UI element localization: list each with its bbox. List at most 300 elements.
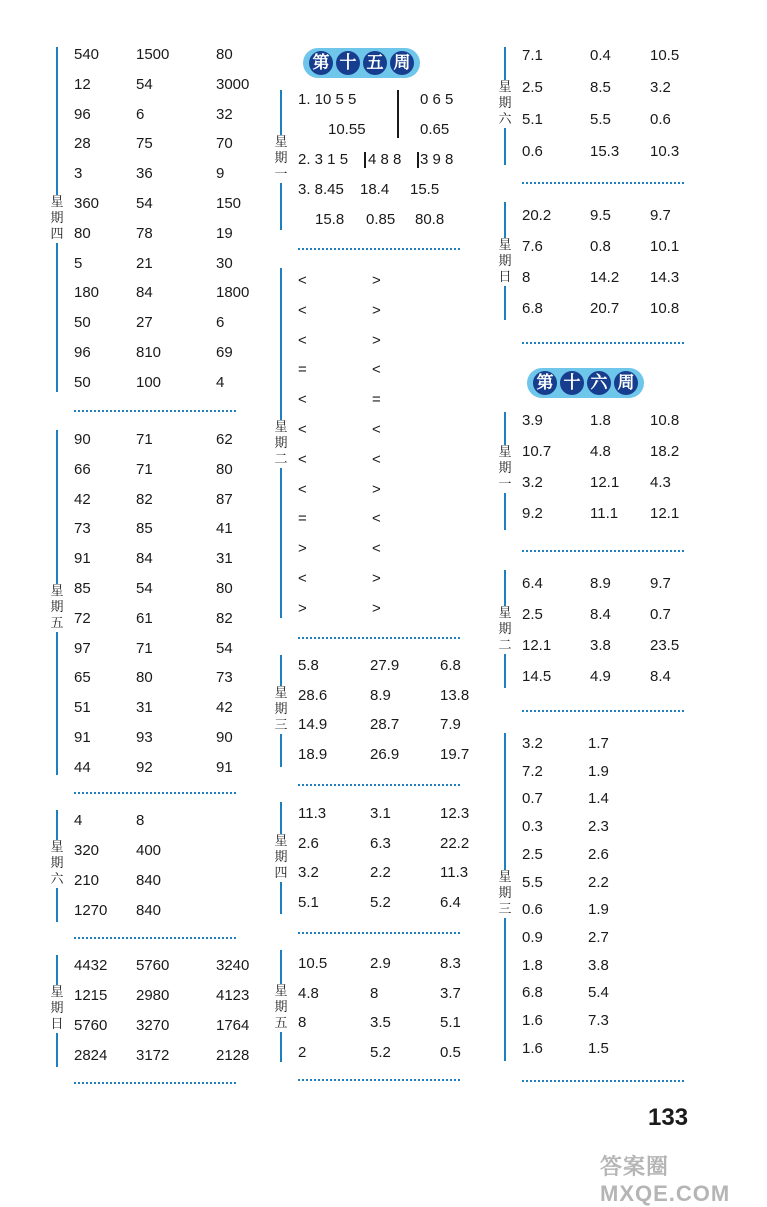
answer-cell: 3.2 bbox=[298, 864, 319, 881]
answer-cell: 18.2 bbox=[650, 443, 680, 460]
answer-row bbox=[74, 282, 274, 304]
answer-cell: 360 bbox=[74, 195, 100, 212]
answer-cell: 42 bbox=[74, 490, 91, 508]
answer-cell: 0.5 bbox=[440, 1043, 461, 1061]
answer-cell: 66 bbox=[74, 460, 91, 478]
answer-row bbox=[74, 985, 274, 1007]
answer-row bbox=[522, 267, 722, 289]
answer-cell: 1764 bbox=[216, 1017, 250, 1034]
answer-cell: 6 bbox=[216, 314, 225, 332]
answer-cell: 7.1 bbox=[522, 47, 543, 64]
answer-cell: 54 bbox=[136, 75, 153, 93]
answer-cell: 8 bbox=[298, 1014, 307, 1031]
answer-cell: 10.8 bbox=[650, 412, 680, 429]
answer-cell: 1800 bbox=[216, 284, 250, 302]
answer-cell: 6 bbox=[136, 105, 145, 123]
answer-cell: 31 bbox=[216, 550, 233, 568]
answer-cell: 9.7 bbox=[650, 207, 671, 224]
answer-cell: 4.8 bbox=[298, 984, 319, 1002]
answer-cell: 3.1 bbox=[370, 805, 391, 822]
answer-cell: 7.6 bbox=[522, 238, 543, 255]
answer-cell: 1.5 bbox=[588, 1039, 609, 1057]
answer-line: 18.4 bbox=[360, 181, 390, 198]
answer-cell: 5.8 bbox=[298, 657, 319, 674]
answer-cell: 10.5 bbox=[298, 955, 328, 972]
answer-cell: 11.1 bbox=[590, 505, 619, 522]
answer-row bbox=[74, 193, 274, 215]
answer-cell: 65 bbox=[74, 669, 91, 687]
dotted-divider bbox=[74, 1082, 236, 1084]
answer-cell: 21 bbox=[136, 254, 153, 272]
answer-cell: 2.9 bbox=[370, 955, 391, 972]
answer-cell: 6.4 bbox=[440, 893, 461, 911]
answer-cell: 51 bbox=[74, 699, 91, 717]
answer-cell: 5.1 bbox=[440, 1014, 461, 1031]
answer-cell: > bbox=[298, 540, 307, 558]
answer-cell: < bbox=[372, 510, 381, 528]
answer-cell: 4.9 bbox=[590, 668, 611, 685]
answer-cell: 210 bbox=[74, 872, 100, 889]
answer-cell: 18.9 bbox=[298, 745, 328, 763]
answer-row bbox=[74, 74, 274, 96]
answer-cell: 1.8 bbox=[522, 956, 543, 974]
dotted-divider bbox=[522, 1080, 684, 1082]
answer-row bbox=[298, 479, 498, 501]
answer-line: 3 9 8 bbox=[420, 151, 454, 168]
answer-row bbox=[522, 733, 722, 755]
answer-cell: 14.3 bbox=[650, 269, 680, 286]
answer-cell: 2.6 bbox=[298, 834, 319, 852]
answer-row bbox=[522, 666, 722, 688]
answer-row bbox=[522, 604, 722, 626]
answer-cell: 14.9 bbox=[298, 716, 328, 733]
answer-row bbox=[522, 1010, 722, 1032]
answer-cell: 90 bbox=[216, 729, 233, 746]
answer-row bbox=[74, 578, 274, 600]
answer-cell: 15.3 bbox=[590, 143, 620, 160]
answer-cell: 5.2 bbox=[370, 1043, 391, 1061]
answer-cell: 27 bbox=[136, 314, 153, 332]
answer-row bbox=[298, 892, 498, 914]
answer-cell: 84 bbox=[136, 284, 153, 302]
answer-cell: 84 bbox=[136, 550, 153, 568]
answer-row bbox=[74, 253, 274, 275]
answer-cell: 2.5 bbox=[522, 606, 543, 623]
answer-cell: > bbox=[298, 599, 307, 617]
answer-cell: 54 bbox=[136, 580, 153, 597]
answer-cell: 14.5 bbox=[522, 668, 552, 685]
answer-cell: 10.3 bbox=[650, 143, 680, 160]
answer-cell: 9 bbox=[216, 165, 225, 183]
answer-cell: 8.4 bbox=[590, 606, 611, 623]
answer-cell: < bbox=[298, 331, 307, 349]
answer-cell: 0.4 bbox=[590, 47, 611, 64]
answer-cell: 3.2 bbox=[522, 474, 543, 491]
answer-cell: 0.6 bbox=[650, 111, 671, 128]
answer-cell: 96 bbox=[74, 105, 91, 123]
separator-line bbox=[417, 152, 419, 168]
answer-row bbox=[74, 489, 274, 511]
answer-cell: 80 bbox=[216, 460, 233, 478]
answer-row bbox=[298, 803, 498, 825]
answer-cell: 5760 bbox=[74, 1017, 108, 1034]
answer-row bbox=[74, 757, 274, 779]
dotted-divider bbox=[522, 182, 684, 184]
dotted-divider bbox=[522, 342, 684, 344]
answer-row bbox=[522, 205, 722, 227]
answer-row bbox=[522, 761, 722, 783]
answer-cell: 1.7 bbox=[588, 735, 609, 752]
answer-cell: 5.5 bbox=[590, 111, 611, 128]
answer-cell: 5 bbox=[74, 254, 83, 272]
answer-cell: > bbox=[372, 301, 381, 319]
answer-cell: 3.8 bbox=[590, 637, 611, 654]
day-label-thu: 星 期 四 bbox=[50, 195, 64, 242]
answer-cell: 85 bbox=[74, 580, 91, 597]
answer-cell: 1.9 bbox=[588, 901, 609, 919]
answer-cell: 12.1 bbox=[522, 637, 552, 654]
answer-cell: > bbox=[372, 480, 381, 498]
answer-cell: 12.1 bbox=[590, 474, 620, 491]
answer-cell: 54 bbox=[136, 195, 153, 212]
answer-cell: 0.7 bbox=[522, 790, 543, 808]
answer-cell: < bbox=[298, 570, 307, 587]
answer-cell: 23.5 bbox=[650, 637, 680, 654]
answer-cell: 50 bbox=[74, 373, 91, 391]
answer-cell: 1.6 bbox=[522, 1012, 543, 1029]
answer-cell: 1.6 bbox=[522, 1039, 543, 1057]
answer-cell: 6.3 bbox=[370, 834, 391, 852]
answer-row bbox=[298, 1012, 498, 1034]
answer-row bbox=[74, 1045, 274, 1067]
answer-row bbox=[74, 133, 274, 155]
dotted-divider bbox=[522, 550, 684, 552]
answer-cell: 10.8 bbox=[650, 300, 680, 317]
answer-cell: 20.2 bbox=[522, 207, 552, 224]
answer-cell: 12.3 bbox=[440, 805, 470, 822]
answer-cell: 91 bbox=[216, 758, 233, 776]
watermark: 答案圈 MXQE.COM bbox=[600, 1154, 731, 1206]
answer-line: 0.65 bbox=[420, 121, 450, 138]
day-label-sat: 星 期 六 bbox=[50, 840, 64, 887]
answer-cell: 78 bbox=[136, 224, 153, 242]
answer-cell: < bbox=[298, 480, 307, 498]
answer-cell: 28 bbox=[74, 135, 91, 153]
answer-row bbox=[74, 840, 274, 862]
answer-cell: 9.2 bbox=[522, 505, 543, 522]
answer-row bbox=[298, 270, 498, 292]
answer-cell: 26.9 bbox=[370, 745, 400, 763]
answer-cell: 2128 bbox=[216, 1047, 250, 1064]
page-number: 133 bbox=[648, 1104, 689, 1131]
dotted-divider bbox=[74, 410, 236, 412]
answer-cell: 7.9 bbox=[440, 716, 461, 733]
answer-row bbox=[74, 727, 274, 749]
answer-cell: 11.3 bbox=[440, 864, 469, 881]
answer-row bbox=[522, 1038, 722, 1060]
answer-cell: 61 bbox=[136, 609, 153, 627]
answer-row bbox=[298, 568, 498, 590]
answer-row bbox=[298, 983, 498, 1005]
answer-row bbox=[298, 1042, 498, 1064]
answer-cell: 3270 bbox=[136, 1017, 170, 1034]
answer-cell: 5.2 bbox=[370, 893, 391, 911]
answer-row bbox=[74, 44, 274, 66]
answer-cell: 400 bbox=[136, 842, 162, 859]
answer-cell: 0.7 bbox=[650, 606, 671, 623]
answer-cell: 27.9 bbox=[370, 657, 400, 674]
answer-row bbox=[522, 236, 722, 258]
answer-cell: 12 bbox=[74, 75, 91, 93]
answer-row bbox=[298, 508, 498, 530]
answer-line: 2. 3 1 5 bbox=[298, 151, 349, 168]
answer-cell: 320 bbox=[74, 842, 100, 859]
answer-row bbox=[74, 1015, 274, 1037]
answer-row bbox=[298, 953, 498, 975]
answer-cell: > bbox=[372, 570, 381, 587]
answer-cell: 20.7 bbox=[590, 300, 620, 317]
answer-cell: 97 bbox=[74, 639, 91, 657]
answer-row bbox=[298, 833, 498, 855]
answer-row bbox=[298, 685, 498, 707]
answer-row bbox=[298, 862, 498, 884]
answer-line: 0 6 5 bbox=[420, 91, 454, 108]
answer-cell: 1500 bbox=[136, 46, 170, 63]
answer-line: 10.55 bbox=[328, 121, 366, 138]
answer-row bbox=[298, 538, 498, 560]
answer-cell: 8.3 bbox=[440, 955, 461, 972]
answer-cell: 2824 bbox=[74, 1047, 108, 1064]
answer-cell: 42 bbox=[216, 699, 233, 717]
answer-cell: 3240 bbox=[216, 957, 250, 974]
separator-line bbox=[364, 152, 366, 168]
answer-cell: 82 bbox=[216, 609, 233, 627]
answer-cell: 80 bbox=[74, 224, 91, 242]
answer-cell: 90 bbox=[74, 431, 91, 448]
answer-cell: 10.7 bbox=[522, 443, 552, 460]
answer-row bbox=[522, 472, 722, 494]
dotted-divider bbox=[298, 637, 460, 639]
answer-line: 80.8 bbox=[415, 211, 445, 228]
answer-cell: > bbox=[372, 599, 381, 617]
answer-cell: 840 bbox=[136, 902, 162, 919]
day-label-sun: 星 期 日 bbox=[498, 238, 512, 285]
answer-cell: 91 bbox=[74, 550, 91, 568]
answer-cell: = bbox=[298, 361, 307, 379]
dotted-divider bbox=[74, 937, 236, 939]
answer-cell: 70 bbox=[216, 135, 233, 153]
answer-cell: 13.8 bbox=[440, 686, 470, 704]
dotted-divider bbox=[74, 792, 236, 794]
answer-row bbox=[298, 449, 498, 471]
answer-row bbox=[74, 667, 274, 689]
answer-cell: > bbox=[372, 272, 381, 289]
answer-cell: < bbox=[372, 421, 381, 438]
answer-cell: 6.8 bbox=[522, 300, 543, 317]
answer-cell: 71 bbox=[136, 639, 153, 657]
answer-cell: 100 bbox=[136, 373, 162, 391]
answer-cell: 69 bbox=[216, 344, 233, 361]
answer-cell: < bbox=[372, 361, 381, 379]
answer-line: 1. 10 5 5 bbox=[298, 91, 357, 108]
answer-cell: 150 bbox=[216, 195, 242, 212]
answer-cell: 50 bbox=[74, 314, 91, 332]
answer-row bbox=[522, 982, 722, 1004]
answer-cell: 2.3 bbox=[588, 818, 609, 836]
answer-row bbox=[298, 389, 498, 411]
answer-cell: 80 bbox=[136, 669, 153, 687]
dotted-divider bbox=[298, 784, 460, 786]
answer-row bbox=[522, 573, 722, 595]
day-label-sun: 星 期 日 bbox=[50, 985, 64, 1032]
answer-cell: 32 bbox=[216, 105, 233, 123]
answer-cell: 31 bbox=[136, 699, 153, 717]
answer-cell: 1.4 bbox=[588, 790, 609, 808]
answer-cell: 73 bbox=[74, 520, 91, 538]
answer-cell: 8 bbox=[370, 984, 379, 1002]
answer-cell: 8 bbox=[136, 812, 145, 829]
answer-cell: 1.8 bbox=[590, 412, 611, 429]
answer-row bbox=[522, 844, 722, 866]
answer-cell: 93 bbox=[136, 729, 153, 746]
answer-row bbox=[522, 441, 722, 463]
answer-cell: 5.5 bbox=[522, 873, 543, 891]
answer-cell: 1215 bbox=[74, 987, 108, 1004]
answer-row bbox=[522, 899, 722, 921]
answer-cell: 5.4 bbox=[588, 984, 609, 1002]
answer-cell: 62 bbox=[216, 431, 233, 448]
answer-cell: 44 bbox=[74, 758, 91, 776]
answer-cell: < bbox=[298, 272, 307, 289]
day-label-mon: 星 期 一 bbox=[498, 445, 512, 492]
answer-row bbox=[522, 872, 722, 894]
answer-cell: 2.2 bbox=[588, 873, 609, 891]
dotted-divider bbox=[298, 248, 460, 250]
answer-cell: 6.8 bbox=[440, 657, 461, 674]
answer-row bbox=[74, 223, 274, 245]
answer-cell: 28.7 bbox=[370, 716, 400, 733]
answer-cell: 1.9 bbox=[588, 762, 609, 780]
answer-cell: 12.1 bbox=[650, 505, 680, 522]
day-label-tue: 星 期 二 bbox=[498, 606, 512, 653]
day-label-wed: 星 期 三 bbox=[274, 686, 288, 733]
answer-row bbox=[74, 372, 274, 394]
answer-cell: 1270 bbox=[74, 902, 108, 919]
answer-row bbox=[74, 342, 274, 364]
answer-cell: 5760 bbox=[136, 957, 170, 974]
day-label-fri: 星 期 五 bbox=[50, 584, 64, 631]
answer-cell: 22.2 bbox=[440, 834, 470, 852]
answer-cell: 36 bbox=[136, 165, 153, 183]
answer-line: 3. 8.45 bbox=[298, 181, 344, 198]
answer-row bbox=[74, 548, 274, 570]
answer-cell: > bbox=[372, 331, 381, 349]
answer-cell: = bbox=[298, 510, 307, 528]
answer-cell: 8.9 bbox=[590, 575, 611, 592]
answer-cell: 180 bbox=[74, 284, 100, 302]
answer-cell: 540 bbox=[74, 46, 100, 63]
answer-row bbox=[298, 744, 498, 766]
week-15-header: 第 十 五 周 bbox=[303, 48, 420, 78]
answer-cell: 92 bbox=[136, 758, 153, 776]
answer-cell: 4 bbox=[74, 812, 83, 829]
answer-cell: 4432 bbox=[74, 957, 108, 974]
answer-cell: 2.2 bbox=[370, 864, 391, 881]
answer-row bbox=[298, 598, 498, 620]
answer-row bbox=[74, 870, 274, 892]
answer-cell: 2 bbox=[298, 1043, 307, 1061]
answer-cell: 10.5 bbox=[650, 47, 680, 64]
answer-cell: 8.9 bbox=[370, 686, 391, 704]
answer-row bbox=[522, 109, 722, 131]
day-label-sat: 星 期 六 bbox=[498, 80, 512, 127]
answer-cell: 85 bbox=[136, 520, 153, 538]
answer-cell: 2.5 bbox=[522, 845, 543, 863]
answer-line: 4 8 8 bbox=[368, 151, 402, 168]
answer-row bbox=[522, 410, 722, 432]
answer-cell: 7.3 bbox=[588, 1012, 609, 1029]
answer-cell: = bbox=[372, 391, 381, 409]
answer-cell: 19 bbox=[216, 224, 233, 242]
answer-row bbox=[298, 714, 498, 736]
answer-cell: 28.6 bbox=[298, 686, 328, 704]
answer-cell: 4.3 bbox=[650, 474, 671, 491]
answer-row bbox=[522, 955, 722, 977]
dotted-divider bbox=[298, 1079, 460, 1081]
answer-row bbox=[74, 697, 274, 719]
answer-line: 15.5 bbox=[410, 181, 440, 198]
answer-cell: 3.9 bbox=[522, 412, 543, 429]
answer-cell: 4 bbox=[216, 373, 225, 391]
answer-cell: 96 bbox=[74, 344, 91, 361]
answer-cell: 2.5 bbox=[522, 79, 543, 96]
answer-cell: 2.6 bbox=[588, 845, 609, 863]
answer-row bbox=[74, 955, 274, 977]
answer-row bbox=[522, 77, 722, 99]
answer-row bbox=[298, 330, 498, 352]
answer-row bbox=[74, 900, 274, 922]
answer-row bbox=[522, 927, 722, 949]
answer-row bbox=[298, 300, 498, 322]
answer-cell: 2980 bbox=[136, 987, 170, 1004]
answer-cell: 71 bbox=[136, 431, 153, 448]
answer-cell: 8.5 bbox=[590, 79, 611, 96]
answer-row bbox=[74, 163, 274, 185]
answer-row bbox=[74, 459, 274, 481]
answer-cell: 71 bbox=[136, 460, 153, 478]
answer-cell: 8.4 bbox=[650, 668, 671, 685]
answer-row bbox=[298, 359, 498, 381]
answer-cell: 3172 bbox=[136, 1047, 170, 1064]
answer-row bbox=[522, 45, 722, 67]
answer-cell: 4123 bbox=[216, 987, 250, 1004]
answer-cell: 0.6 bbox=[522, 143, 543, 160]
answer-cell: 3.2 bbox=[650, 79, 671, 96]
day-label-mon: 星 期 一 bbox=[274, 135, 288, 182]
answer-cell: 9.5 bbox=[590, 207, 611, 224]
answer-cell: 7.2 bbox=[522, 762, 543, 780]
day-label-fri: 星 期 五 bbox=[274, 984, 288, 1031]
answer-cell: 80 bbox=[216, 580, 233, 597]
answer-cell: 3000 bbox=[216, 75, 250, 93]
answer-cell: 3.7 bbox=[440, 984, 461, 1002]
week-16-header: 第 十 六 周 bbox=[527, 368, 644, 398]
answer-row bbox=[522, 816, 722, 838]
day-label-tue: 星 期 二 bbox=[274, 420, 288, 467]
answer-row bbox=[522, 141, 722, 163]
answer-cell: 0.8 bbox=[590, 238, 611, 255]
answer-cell: 5.1 bbox=[298, 893, 319, 911]
